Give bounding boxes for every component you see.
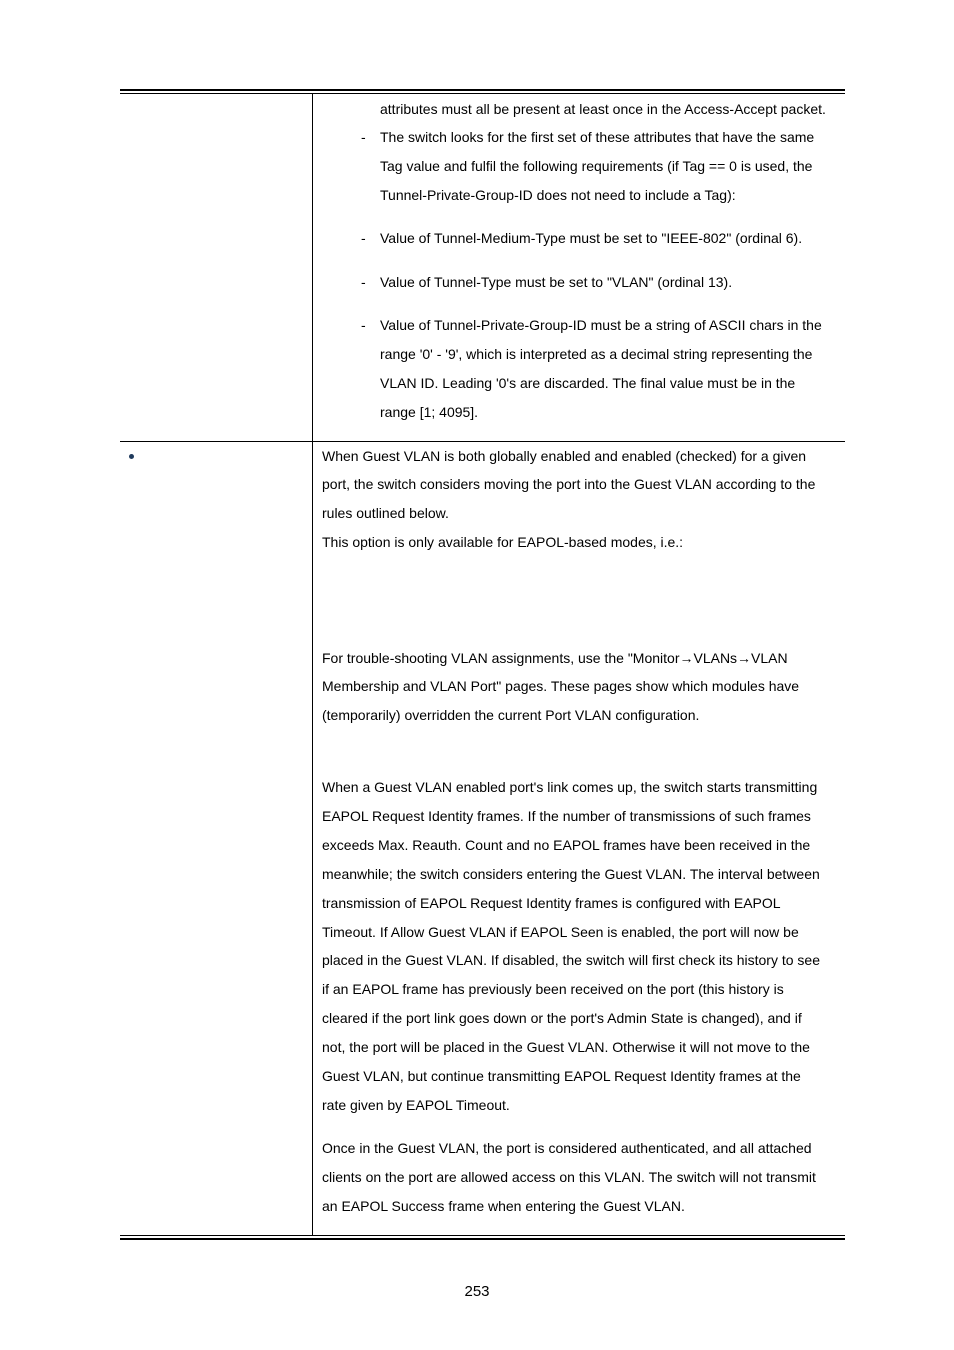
text-line: not, the port will be placed in the Guest VLAN. Otherwise it will not move to the xyxy=(322,1039,810,1055)
text-line: placed in the Guest VLAN. If disabled, the switch will first check its history to see xyxy=(322,952,820,968)
table-bottom-rule xyxy=(120,1238,845,1240)
text-line: (temporarily) overridden the current Port VLAN configuration. xyxy=(322,707,700,723)
table-top-rule xyxy=(120,89,845,91)
text-line: exceeds Max. Reauth. Count and no EAPOL frames have been received in the xyxy=(322,837,811,853)
dash-marker: - xyxy=(361,129,366,145)
page-number: 253 xyxy=(464,1283,490,1300)
bullet-icon xyxy=(129,454,134,459)
text-line: This option is only available for EAPOL-based modes, i.e.: xyxy=(322,534,684,550)
text-line: Once in the Guest VLAN, the port is considered authenticated, and all attached xyxy=(322,1140,812,1156)
text-line: For trouble-shooting VLAN assignments, use the "Monitor→VLANs→VLAN xyxy=(322,650,788,666)
text-line: Tunnel-Private-Group-ID does not need to include a Tag): xyxy=(380,187,736,203)
text-line: Guest VLAN, but continue transmitting EAPOL Request Identity frames at the xyxy=(322,1068,801,1084)
text-line: Membership and VLAN Port" pages. These pages show which modules have xyxy=(322,678,800,694)
table-column-divider xyxy=(312,94,313,1236)
text-line: The switch looks for the first set of these attributes that have the same xyxy=(380,129,815,145)
table-row-divider xyxy=(120,441,845,442)
text-line: Value of Tunnel-Medium-Type must be set to "IEEE-802" (ordinal 6). xyxy=(380,230,803,246)
text-line: Tag value and fulfil the following requirements (if Tag == 0 is used, the xyxy=(380,158,813,174)
text-line: Value of Tunnel-Type must be set to "VLAN" (ordinal 13). xyxy=(380,274,733,290)
dash-marker: - xyxy=(361,274,366,290)
text-line: Timeout. If Allow Guest VLAN if EAPOL Seen is enabled, the port will now be xyxy=(322,924,799,940)
text-line: EAPOL Request Identity frames. If the number of transmissions of such frames xyxy=(322,808,811,824)
text-line: transmission of EAPOL Request Identity frames is configured with EAPOL xyxy=(322,895,781,911)
text-line: When Guest VLAN is both globally enabled and enabled (checked) for a given xyxy=(322,448,807,464)
text-line: rules outlined below. xyxy=(322,505,449,521)
text-line: Value of Tunnel-Private-Group-ID must be a string of ASCII chars in the xyxy=(380,317,822,333)
text-line: VLAN ID. Leading '0's are discarded. The final value must be in the xyxy=(380,375,796,391)
text-line: When a Guest VLAN enabled port's link comes up, the switch starts transmitting xyxy=(322,779,818,795)
dash-marker: - xyxy=(361,317,366,333)
table-top-rule-thin xyxy=(120,93,845,94)
text-line: range [1; 4095]. xyxy=(380,404,479,420)
table-bottom-rule-thin xyxy=(120,1235,845,1236)
text-line: if an EAPOL frame has previously been received on the port (this history is xyxy=(322,981,784,997)
text-line: meanwhile; the switch considers entering the Guest VLAN. The interval between xyxy=(322,866,820,882)
text-line: an EAPOL Success frame when entering the Guest VLAN. xyxy=(322,1198,685,1214)
text-line: port, the switch considers moving the port into the Guest VLAN according to the xyxy=(322,476,816,492)
text-line: cleared if the port link goes down or the port's Admin State is changed), and if xyxy=(322,1010,802,1026)
text-line: clients on the port are allowed access on this VLAN. The switch will not transmit xyxy=(322,1169,816,1185)
text-line: rate given by EAPOL Timeout. xyxy=(322,1097,510,1113)
text-line: range '0' - '9', which is interpreted as a decimal string representing the xyxy=(380,346,813,362)
dash-marker: - xyxy=(361,230,366,246)
text-line: attributes must all be present at least once in the Access-Accept packet. xyxy=(380,101,826,117)
